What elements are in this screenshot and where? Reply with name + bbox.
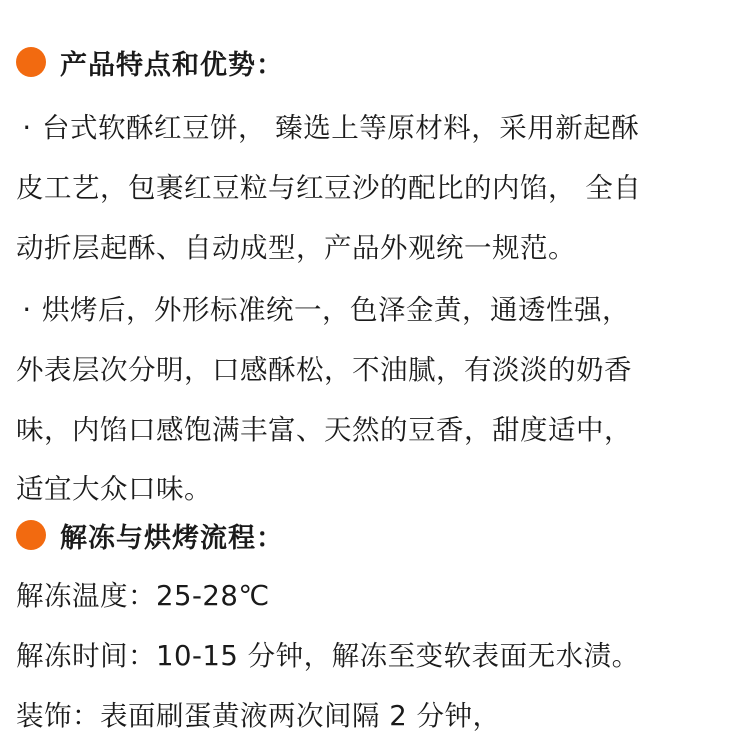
line-text: 烘烤后，外形标准统一，色泽金黄，通透性强， [42, 294, 630, 326]
bullet-icon: · [22, 294, 32, 326]
orange-circle-icon [16, 47, 46, 77]
paragraph-line [16, 168, 641, 208]
section-title: 解冻与烘烤流程： [60, 522, 284, 554]
process-line [16, 636, 640, 676]
section-heading-process [16, 515, 284, 555]
line-text: 皮工艺，包裹红豆粒与红豆沙的配比的内馅， 全自 [16, 172, 642, 204]
line-text: 动折层起酥、自动成型，产品外观统一规范。 [16, 232, 576, 264]
section-heading-features [16, 42, 284, 82]
paragraph-line [16, 228, 576, 268]
paragraph-line [16, 290, 630, 330]
line-text: 外表层次分明，口感酥松，不油腻，有淡淡的奶香 [16, 354, 632, 386]
line-text: 味，内馅口感饱满丰富、天然的豆香，甜度适中， [16, 414, 632, 446]
paragraph-line [16, 108, 639, 148]
bullet-icon: · [22, 112, 32, 144]
paragraph-line [16, 469, 212, 509]
paragraph-line [16, 350, 632, 390]
line-text: 台式软酥红豆饼， 臻选上等原材料，采用新起酥 [42, 112, 640, 144]
line-text: 解冻温度：25-28℃ [16, 580, 270, 612]
process-line [16, 696, 500, 736]
process-line [16, 576, 270, 616]
orange-circle-icon [16, 520, 46, 550]
section-title: 产品特点和优势： [60, 49, 284, 81]
line-text: 适宜大众口味。 [16, 473, 212, 505]
line-text: 装饰：表面刷蛋黄液两次间隔 2 分钟， [16, 700, 501, 732]
paragraph-line [16, 410, 632, 450]
line-text: 解冻时间：10-15 分钟，解冻至变软表面无水渍。 [16, 640, 640, 672]
